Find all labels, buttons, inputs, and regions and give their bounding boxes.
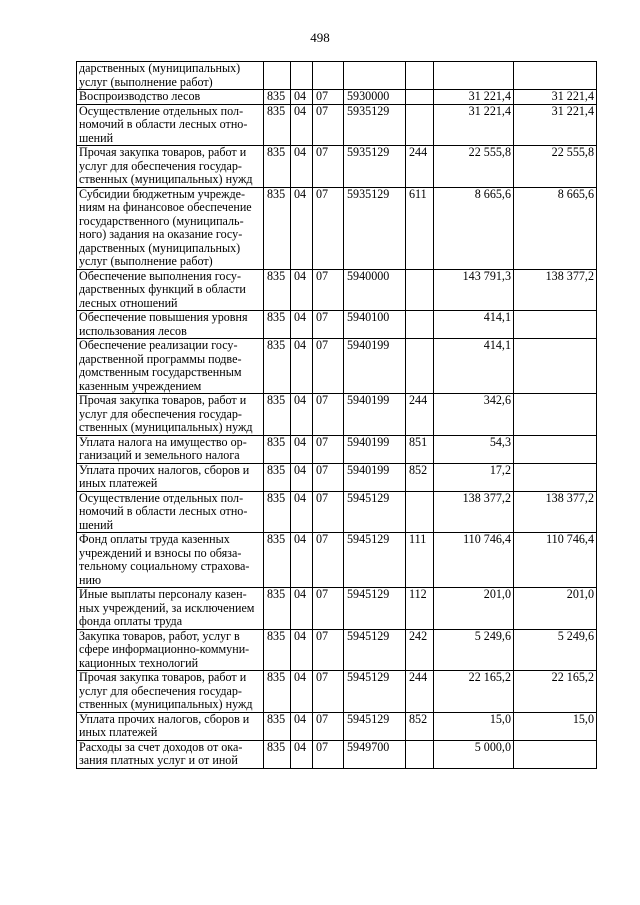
amount-second-cell [514,339,597,394]
section-code-cell: 04 [291,269,313,311]
expense-type-cell [406,104,434,146]
expense-type-cell [406,62,434,90]
admin-code-cell: 835 [264,740,291,768]
amount-total-cell: 5 249,6 [434,629,514,671]
amount-total-cell: 17,2 [434,463,514,491]
budget-table [76,61,597,769]
expense-type-cell [406,269,434,311]
target-article-cell: 5935129 [344,104,406,146]
amount-second-cell: 31 221,4 [514,90,597,105]
table-row [77,62,597,90]
target-article-cell: 5949700 [344,740,406,768]
expense-type-cell [406,740,434,768]
target-article-cell: 5945129 [344,712,406,740]
table-row [77,269,597,311]
amount-second-cell: 15,0 [514,712,597,740]
table-row [77,339,597,394]
section-code-cell: 04 [291,712,313,740]
row-name-cell: Закупка товаров, работ, услуг в сфере информационно-коммуникационных технологий [77,629,264,671]
amount-total-cell: 31 221,4 [434,104,514,146]
amount-second-cell [514,463,597,491]
section-code-cell: 04 [291,588,313,630]
admin-code-cell: 835 [264,533,291,588]
amount-second-cell: 5 249,6 [514,629,597,671]
row-name-cell: Обеспечение выполнения государственных функций в области лесных отношений [77,269,264,311]
subsection-code-cell: 07 [313,533,344,588]
section-code-cell: 04 [291,740,313,768]
target-article-cell: 5945129 [344,533,406,588]
section-code-cell: 04 [291,629,313,671]
subsection-code-cell: 07 [313,740,344,768]
row-name-cell: Субсидии бюджетным учреждениям на финансовое обеспечение государственного (муниципального) задания на оказание государственных (муниципальных) услуг (выполнение работ) [77,187,264,269]
amount-second-cell: 110 746,4 [514,533,597,588]
subsection-code-cell: 07 [313,311,344,339]
admin-code-cell: 835 [264,90,291,105]
amount-total-cell: 201,0 [434,588,514,630]
admin-code-cell: 835 [264,187,291,269]
row-name-cell: Уплата прочих налогов, сборов и иных платежей [77,463,264,491]
amount-second-cell: 138 377,2 [514,269,597,311]
amount-total-cell: 54,3 [434,435,514,463]
expense-type-cell: 852 [406,463,434,491]
amount-total-cell: 8 665,6 [434,187,514,269]
admin-code-cell: 835 [264,435,291,463]
admin-code-cell: 835 [264,311,291,339]
admin-code-cell: 835 [264,269,291,311]
row-name-cell: Прочая закупка товаров, работ и услуг для обеспечения государственных (муниципальных) нужд [77,146,264,188]
subsection-code-cell: 07 [313,435,344,463]
amount-total-cell: 414,1 [434,339,514,394]
amount-second-cell [514,394,597,436]
amount-total-cell: 414,1 [434,311,514,339]
section-code-cell: 04 [291,533,313,588]
expense-type-cell: 244 [406,394,434,436]
row-name-cell: Обеспечение повышения уровня использования лесов [77,311,264,339]
table-row [77,435,597,463]
admin-code-cell: 835 [264,104,291,146]
expense-type-cell: 112 [406,588,434,630]
row-name-cell: Уплата прочих налогов, сборов и иных платежей [77,712,264,740]
subsection-code-cell: 07 [313,463,344,491]
row-name-cell: Осуществление отдельных полномочий в области лесных отношений [77,104,264,146]
section-code-cell [291,62,313,90]
target-article-cell: 5940000 [344,269,406,311]
section-code-cell: 04 [291,394,313,436]
admin-code-cell: 835 [264,463,291,491]
admin-code-cell [264,62,291,90]
table-row [77,491,597,533]
target-article-cell: 5930000 [344,90,406,105]
target-article-cell: 5935129 [344,146,406,188]
row-name-cell: Обеспечение реализации государственной программы подведомственным государственным казенным учреждением [77,339,264,394]
target-article-cell [344,62,406,90]
table-row [77,671,597,713]
subsection-code-cell [313,62,344,90]
amount-total-cell: 5 000,0 [434,740,514,768]
subsection-code-cell: 07 [313,588,344,630]
amount-total-cell: 143 791,3 [434,269,514,311]
row-name-cell: Прочая закупка товаров, работ и услуг для обеспечения государственных (муниципальных) нужд [77,394,264,436]
amount-second-cell: 22 165,2 [514,671,597,713]
section-code-cell: 04 [291,104,313,146]
table-row [77,146,597,188]
expense-type-cell: 111 [406,533,434,588]
expense-type-cell [406,90,434,105]
table-row [77,187,597,269]
table-row [77,629,597,671]
table-row [77,90,597,105]
subsection-code-cell: 07 [313,712,344,740]
target-article-cell: 5940199 [344,435,406,463]
subsection-code-cell: 07 [313,339,344,394]
row-name-cell: Прочая закупка товаров, работ и услуг для обеспечения государственных (муниципальных) нужд [77,671,264,713]
table-row [77,712,597,740]
page-number: 498 [310,30,330,45]
amount-total-cell [434,62,514,90]
admin-code-cell: 835 [264,491,291,533]
section-code-cell: 04 [291,339,313,394]
expense-type-cell [406,311,434,339]
table-row [77,740,597,768]
target-article-cell: 5940199 [344,339,406,394]
admin-code-cell: 835 [264,394,291,436]
amount-total-cell: 22 165,2 [434,671,514,713]
admin-code-cell: 835 [264,588,291,630]
target-article-cell: 5940199 [344,463,406,491]
table-row [77,588,597,630]
amount-total-cell: 138 377,2 [434,491,514,533]
admin-code-cell: 835 [264,671,291,713]
row-name-cell: Осуществление отдельных полномочий в области лесных отношений [77,491,264,533]
subsection-code-cell: 07 [313,491,344,533]
amount-second-cell [514,435,597,463]
expense-type-cell [406,491,434,533]
section-code-cell: 04 [291,671,313,713]
row-name-cell: Расходы за счет доходов от оказания платных услуг и от иной [77,740,264,768]
amount-second-cell: 31 221,4 [514,104,597,146]
amount-second-cell [514,62,597,90]
section-code-cell: 04 [291,435,313,463]
expense-type-cell: 611 [406,187,434,269]
amount-total-cell: 15,0 [434,712,514,740]
row-name-cell: Иные выплаты персоналу казенных учреждений, за исключением фонда оплаты труда [77,588,264,630]
subsection-code-cell: 07 [313,394,344,436]
table-row [77,463,597,491]
subsection-code-cell: 07 [313,90,344,105]
amount-total-cell: 31 221,4 [434,90,514,105]
target-article-cell: 5940100 [344,311,406,339]
row-name-cell: дарственных (муниципальных) услуг (выполнение работ) [77,62,264,90]
target-article-cell: 5935129 [344,187,406,269]
row-name-cell: Воспроизводство лесов [77,90,264,105]
subsection-code-cell: 07 [313,671,344,713]
amount-second-cell: 22 555,8 [514,146,597,188]
section-code-cell: 04 [291,187,313,269]
amount-total-cell: 22 555,8 [434,146,514,188]
subsection-code-cell: 07 [313,269,344,311]
section-code-cell: 04 [291,146,313,188]
table-row [77,311,597,339]
expense-type-cell: 244 [406,671,434,713]
amount-second-cell: 138 377,2 [514,491,597,533]
section-code-cell: 04 [291,311,313,339]
table-row [77,104,597,146]
expense-type-cell: 244 [406,146,434,188]
row-name-cell: Фонд оплаты труда казенных учреждений и взносы по обязательному социальному страхованию [77,533,264,588]
subsection-code-cell: 07 [313,104,344,146]
amount-total-cell: 342,6 [434,394,514,436]
section-code-cell: 04 [291,491,313,533]
expense-type-cell: 242 [406,629,434,671]
subsection-code-cell: 07 [313,629,344,671]
target-article-cell: 5945129 [344,491,406,533]
amount-total-cell: 110 746,4 [434,533,514,588]
expense-type-cell [406,339,434,394]
section-code-cell: 04 [291,90,313,105]
amount-second-cell [514,311,597,339]
table-row [77,394,597,436]
table-row [77,533,597,588]
expense-type-cell: 852 [406,712,434,740]
admin-code-cell: 835 [264,146,291,188]
admin-code-cell: 835 [264,712,291,740]
amount-second-cell: 8 665,6 [514,187,597,269]
admin-code-cell: 835 [264,339,291,394]
target-article-cell: 5940199 [344,394,406,436]
subsection-code-cell: 07 [313,187,344,269]
target-article-cell: 5945129 [344,629,406,671]
budget-table-body [77,62,597,769]
subsection-code-cell: 07 [313,146,344,188]
admin-code-cell: 835 [264,629,291,671]
target-article-cell: 5945129 [344,588,406,630]
target-article-cell: 5945129 [344,671,406,713]
expense-type-cell: 851 [406,435,434,463]
amount-second-cell: 201,0 [514,588,597,630]
section-code-cell: 04 [291,463,313,491]
amount-second-cell [514,740,597,768]
row-name-cell: Уплата налога на имущество организаций и земельного налога [77,435,264,463]
